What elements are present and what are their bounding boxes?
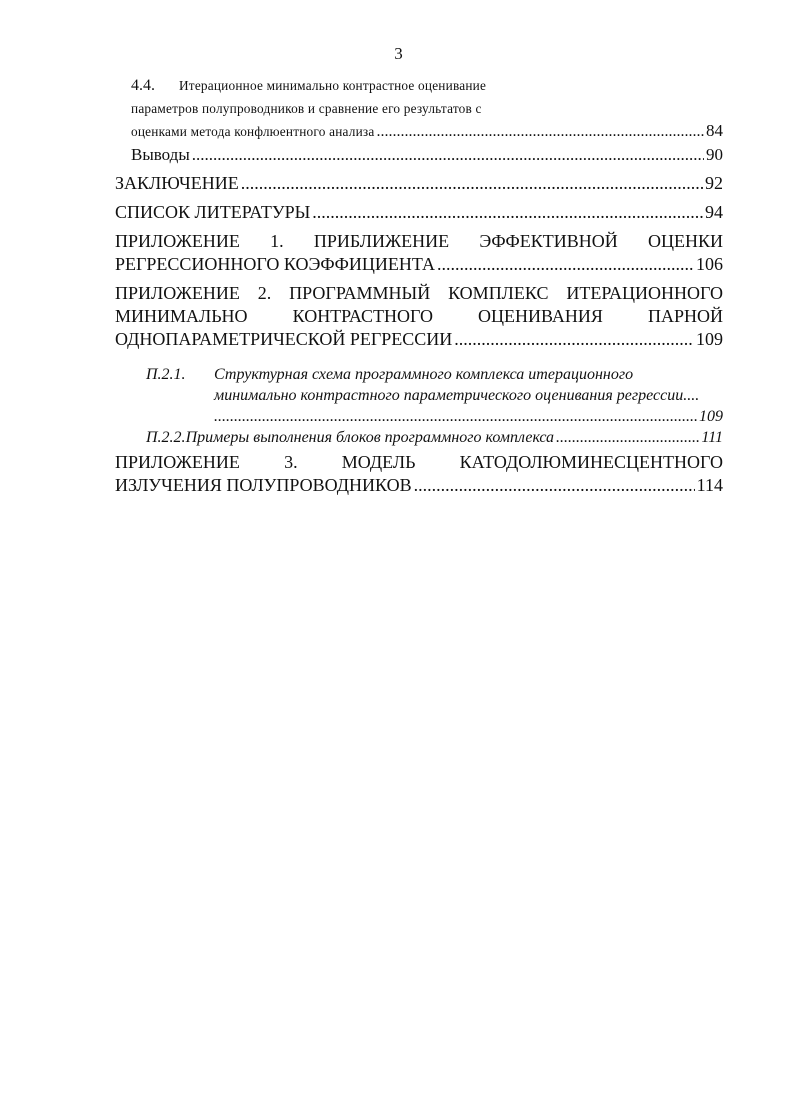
dot-leader xyxy=(241,172,703,195)
page-number: 3 xyxy=(394,44,403,63)
toc-entry-title: ЗАКЛЮЧЕНИЕ xyxy=(115,173,239,193)
toc-page-number: 114 xyxy=(696,475,723,495)
toc-entry-title-line2: МИНИМАЛЬНО КОНТРАСТНОГО ОЦЕНИВАНИЯ ПАРНОЙ xyxy=(115,306,723,326)
toc-entry-title-line1: ПРИЛОЖЕНИЕ 1. ПРИБЛИЖЕНИЕ ЭФФЕКТИВНОЙ ОЦЕНКИ xyxy=(115,231,723,251)
toc-entry-title: Выводы xyxy=(131,145,190,164)
toc-entry-title-line3: оценками метода конфлюентного анализа xyxy=(131,124,375,139)
toc-entry-4-4[interactable] xyxy=(131,74,723,143)
table-of-contents xyxy=(115,74,723,497)
toc-entry-literatura[interactable] xyxy=(115,201,723,224)
dot-leader xyxy=(312,201,703,224)
toc-entry-zaklyuchenie[interactable] xyxy=(115,172,723,195)
toc-entry-title-line2: параметров полупроводников и сравнение его результатов с xyxy=(131,101,482,116)
toc-entry-title: Примеры выполнения блоков программного комплекса xyxy=(185,429,555,446)
dot-leader xyxy=(556,427,699,448)
toc-page-number: 109 xyxy=(696,329,723,349)
dot-leader xyxy=(437,253,694,276)
toc-entry-title-line2: минимально контрастного параметрического оценивания регрессии.... xyxy=(214,387,700,404)
toc-entry-appendix-3[interactable] xyxy=(115,451,723,497)
toc-entry-number: П.2.1. xyxy=(146,366,186,383)
toc-page-number: 106 xyxy=(696,254,723,274)
dot-leader xyxy=(376,121,704,143)
toc-page-number: 90 xyxy=(706,145,723,164)
toc-page-number: 94 xyxy=(705,202,723,222)
toc-entry-sub-2-2[interactable] xyxy=(146,427,723,448)
toc-entry-title-line1: ПРИЛОЖЕНИЕ 3. МОДЕЛЬ КАТОДОЛЮМИНЕСЦЕНТНОГО xyxy=(115,452,723,472)
dot-leader xyxy=(214,406,697,427)
toc-entry-title-line1: Структурная схема программного комплекса итерационного xyxy=(214,366,634,383)
toc-page-number: 111 xyxy=(701,429,723,446)
toc-entry-title-line1: Итерационное минимально контрастное оценивание xyxy=(179,78,487,93)
toc-entry-appendix-2[interactable] xyxy=(115,282,723,351)
toc-page-number: 92 xyxy=(705,173,723,193)
toc-entry-vyvody[interactable] xyxy=(131,143,723,167)
toc-entry-title-line2: ИЗЛУЧЕНИЯ ПОЛУПРОВОДНИКОВ xyxy=(115,475,412,495)
toc-entry-number: П.2.2. xyxy=(146,429,186,446)
toc-page-number: 84 xyxy=(706,121,723,140)
dot-leader xyxy=(192,143,704,167)
toc-entry-title-line2: РЕГРЕССИОННОГО КОЭФФИЦИЕНТА xyxy=(115,254,435,274)
toc-page-number: 109 xyxy=(699,408,723,425)
toc-entry-title-line1: ПРИЛОЖЕНИЕ 2. ПРОГРАММНЫЙ КОМПЛЕКС ИТЕРАЦИОННОГО xyxy=(115,283,723,303)
toc-entry-number: 4.4. xyxy=(131,77,155,94)
dot-leader xyxy=(454,328,694,351)
dot-leader xyxy=(414,474,695,497)
toc-entry-appendix-1[interactable] xyxy=(115,230,723,276)
toc-entry-title-line3: ОДНОПАРАМЕТРИЧЕСКОЙ РЕГРЕССИИ xyxy=(115,329,453,349)
toc-entry-title: СПИСОК ЛИТЕРАТУРЫ xyxy=(115,202,311,222)
toc-entry-sub-2-1[interactable] xyxy=(146,364,723,427)
